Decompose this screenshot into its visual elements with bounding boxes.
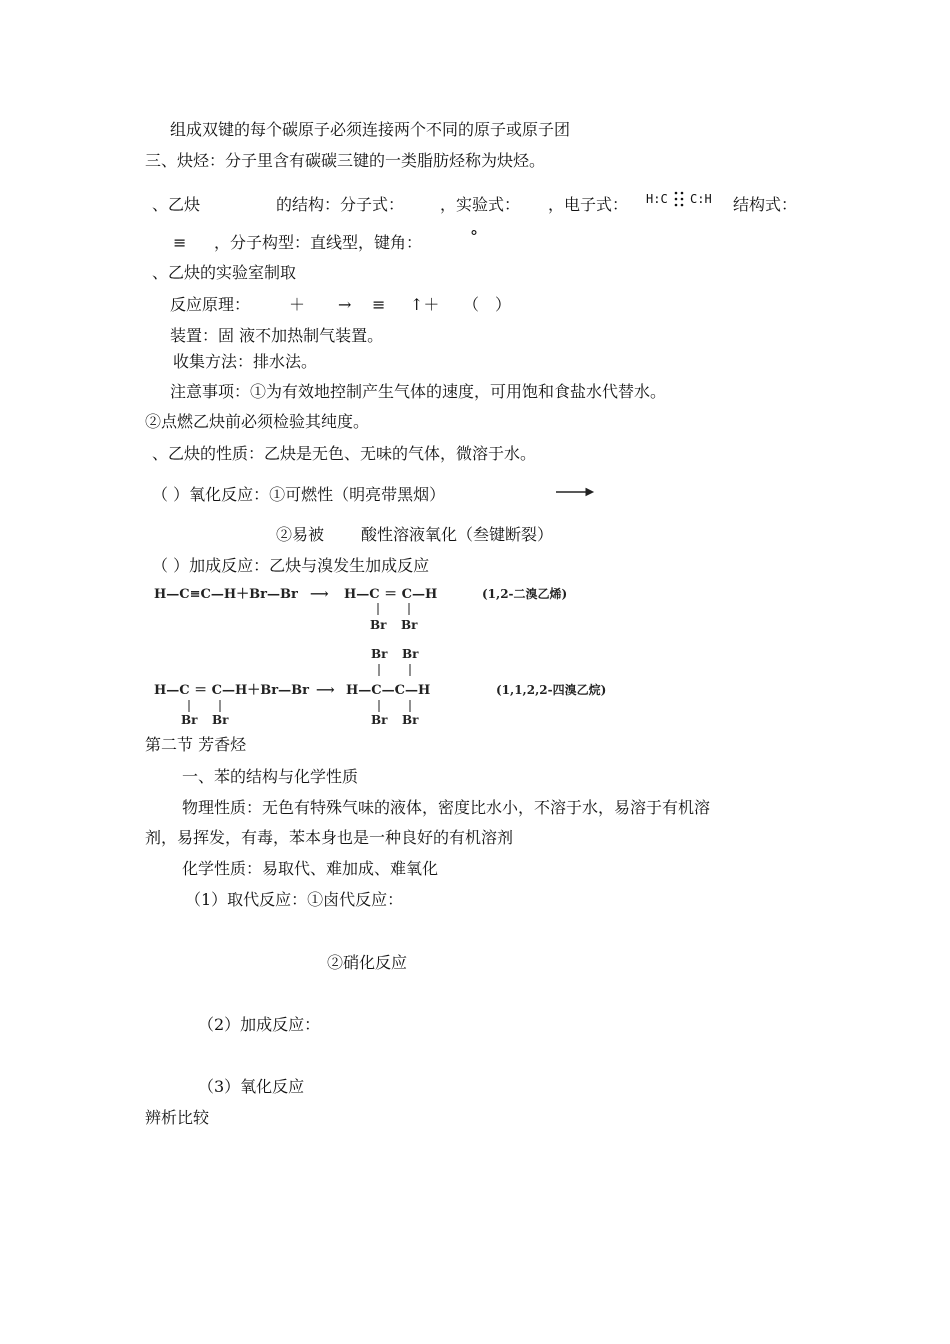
text-line: °	[470, 227, 478, 246]
reaction-1-product: H—C ＝ C—H	[344, 587, 438, 602]
text-line: ↑＋	[410, 295, 440, 314]
text-line: 组成双键的每个碳原子必须连接两个不同的原子或原子团	[170, 120, 571, 139]
text-line: 结构式：	[733, 195, 798, 214]
text-line: ②易被	[276, 525, 325, 544]
text-line: ≡	[173, 233, 187, 252]
reaction-2-equation	[150, 644, 650, 730]
electron-formula-right: C:H	[690, 192, 712, 206]
reaction-1-product-name: (1,2-二溴乙烯)	[482, 587, 568, 601]
text-line: 注意事项：①为有效地控制产生气体的速度，可用饱和食盐水代替水。	[170, 382, 667, 401]
text-line: ②硝化反应	[327, 953, 408, 972]
reaction-1-reactants: H—C≡C—H＋Br—Br	[154, 587, 298, 602]
text-line: 化学性质：易取代、难加成、难氧化	[182, 859, 439, 878]
text-line: ，实验式：	[440, 195, 521, 214]
text-line: ≡	[372, 295, 386, 314]
reaction-2-arrow: ⟶	[316, 683, 335, 698]
reaction-1-br-1: Br	[370, 618, 387, 632]
text-line: 、乙炔的实验室制取	[152, 263, 297, 282]
reaction-2-bottom-br-2: Br	[402, 713, 419, 727]
text-line: →	[338, 295, 352, 314]
text-line: ②点燃乙炔前必须检验其纯度。	[145, 412, 370, 431]
text-line: ，分子构型：直线型，键角：	[214, 233, 423, 252]
text-line: 物理性质：无色有特殊气味的液体，密度比水小，不溶于水，易溶于有机溶	[182, 798, 711, 817]
text-line: 剂，易挥发，有毒，苯本身也是一种良好的有机溶剂	[145, 828, 514, 847]
reaction-2-top-br-2: Br	[402, 647, 419, 661]
text-line: 反应原理：	[170, 295, 251, 314]
text-line: ＋	[289, 295, 306, 314]
section-heading-alkyne: 三、炔烃：分子里含有碳碳三键的一类脂肪烃称为炔烃。	[145, 151, 546, 170]
text-line: （ ）加成反应：乙炔与溴发生加成反应	[152, 556, 430, 575]
text-line: 、乙炔	[152, 195, 201, 214]
text-line: 辨析比较	[145, 1108, 210, 1127]
text-line: （1）取代反应：①卤代反应：	[185, 890, 404, 909]
reaction-2-left-br-1: Br	[181, 713, 198, 727]
text-line: 、乙炔的性质：乙炔是无色、无味的气体，微溶于水。	[152, 444, 537, 463]
text-line: ，电子式：	[548, 195, 629, 214]
reaction-2-left-br-2: Br	[212, 713, 229, 727]
reaction-2-reactants: H—C ＝ C—H＋Br—Br	[154, 683, 309, 698]
text-line: 酸性溶液氧化（叁键断裂）	[361, 525, 554, 544]
text-line: （ ）氧化反应：①可燃性（明亮带黑烟）	[152, 485, 446, 504]
text-line: （2）加成反应：	[198, 1015, 321, 1034]
text-line: 的结构：分子式：	[276, 195, 405, 214]
reaction-1-br-2: Br	[401, 618, 418, 632]
reaction-2-product: H—C—C—H	[346, 683, 431, 698]
text-line: （ ）	[463, 295, 512, 314]
reaction-1-arrow: ⟶	[310, 587, 329, 602]
reaction-1-equation	[150, 582, 650, 634]
text-line: 收集方法：排水法。	[173, 352, 318, 371]
text-line: （3）氧化反应	[198, 1077, 305, 1096]
electron-formula-left: H:C	[646, 192, 668, 206]
text-line: 装置：固 液不加热制气装置。	[170, 326, 384, 345]
reaction-2-product-name: (1,1,2,2-四溴乙烷)	[496, 683, 607, 697]
reaction-2-bottom-br-1: Br	[371, 713, 388, 727]
subsection-heading-benzene: 一、苯的结构与化学性质	[182, 767, 359, 786]
triple-pair-dots	[672, 189, 690, 211]
reaction-arrow	[556, 486, 596, 498]
section-heading-aromatic: 第二节 芳香烃	[145, 735, 247, 754]
reaction-2-top-br-1: Br	[371, 647, 388, 661]
